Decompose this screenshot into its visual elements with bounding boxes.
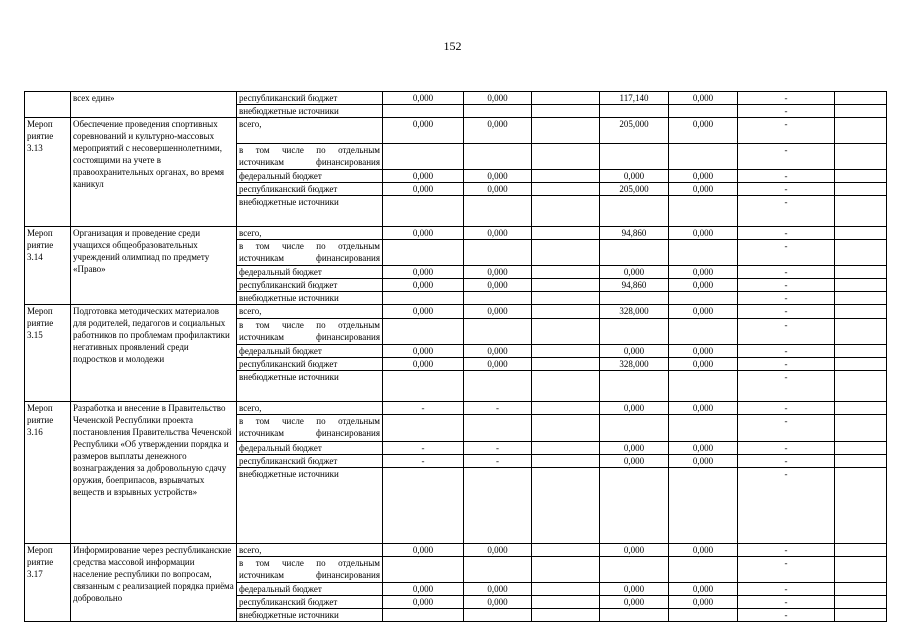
value-cell-2: 0,000 [464,170,532,183]
value-cell-1: 0,000 [383,358,464,371]
funding-source-cell: внебюджетные источники [237,609,383,622]
note-cell [835,266,887,279]
measure-description-cell: Информирование через республиканские средства массовой информации население республики по вопросам, связанным с реализацией порядка приёма добровольно [71,544,237,622]
status-cell: - [738,415,835,442]
funding-source-cell: республиканский бюджет [237,358,383,371]
value-cell-5: 0,000 [669,183,738,196]
value-cell-4: 0,000 [600,544,669,557]
funding-source-cell: всего, [237,118,383,144]
status-cell: - [738,227,835,240]
note-cell [835,455,887,468]
status-cell: - [738,544,835,557]
funding-source-cell: федеральный бюджет [237,170,383,183]
value-cell-3 [532,105,600,118]
value-cell-3 [532,170,600,183]
note-cell [835,92,887,105]
measure-label-cell: Мероп риятие 3.16 [25,402,71,544]
note-cell [835,468,887,544]
value-cell-1: 0,000 [383,170,464,183]
note-cell [835,358,887,371]
status-cell: - [738,402,835,415]
value-cell-1 [383,371,464,402]
value-cell-5: 0,000 [669,455,738,468]
value-cell-1: - [383,442,464,455]
value-cell-3 [532,442,600,455]
value-cell-3 [532,557,600,583]
table-row [25,402,887,415]
note-cell [835,371,887,402]
funding-source-cell: федеральный бюджет [237,583,383,596]
status-cell: - [738,319,835,345]
value-cell-4 [600,415,669,442]
funding-source-cell: в том числе по отдельным источникам финансирования [237,319,383,345]
value-cell-4 [600,371,669,402]
value-cell-3 [532,144,600,170]
value-cell-2: - [464,402,532,415]
value-cell-1 [383,240,464,266]
value-cell-3 [532,544,600,557]
value-cell-1: 0,000 [383,266,464,279]
value-cell-2 [464,292,532,305]
funding-source-cell: всего, [237,544,383,557]
value-cell-3 [532,227,600,240]
status-cell: - [738,345,835,358]
value-cell-2 [464,196,532,227]
value-cell-4 [600,468,669,544]
page-number: 152 [443,39,462,53]
status-cell: - [738,196,835,227]
value-cell-4 [600,292,669,305]
status-cell: - [738,609,835,622]
value-cell-1 [383,557,464,583]
measure-label-cell: Мероп риятие 3.17 [25,544,71,622]
value-cell-4 [600,319,669,345]
note-cell [835,557,887,583]
value-cell-5 [669,144,738,170]
value-cell-3 [532,279,600,292]
funding-source-cell: республиканский бюджет [237,183,383,196]
value-cell-5: 0,000 [669,402,738,415]
funding-source-cell: федеральный бюджет [237,442,383,455]
value-cell-2: 0,000 [464,596,532,609]
measure-description-cell: всех един» [71,92,237,118]
value-cell-3 [532,415,600,442]
value-cell-4 [600,609,669,622]
value-cell-3 [532,266,600,279]
value-cell-1 [383,609,464,622]
value-cell-4: 205,000 [600,183,669,196]
funding-source-cell: внебюджетные источники [237,196,383,227]
value-cell-4: 328,000 [600,305,669,319]
value-cell-3 [532,183,600,196]
value-cell-5: 0,000 [669,305,738,319]
note-cell [835,305,887,319]
value-cell-3 [532,345,600,358]
value-cell-2: 0,000 [464,345,532,358]
value-cell-4: 117,140 [600,92,669,105]
note-cell [835,596,887,609]
value-cell-3 [532,305,600,319]
funding-source-cell: всего, [237,402,383,415]
note-cell [835,170,887,183]
value-cell-2 [464,609,532,622]
value-cell-2: - [464,442,532,455]
value-cell-5: 0,000 [669,279,738,292]
value-cell-5: 0,000 [669,345,738,358]
note-cell [835,118,887,144]
value-cell-5: 0,000 [669,442,738,455]
status-cell: - [738,583,835,596]
value-cell-5: 0,000 [669,92,738,105]
note-cell [835,105,887,118]
value-cell-5 [669,319,738,345]
value-cell-4: 0,000 [600,583,669,596]
value-cell-2: 0,000 [464,227,532,240]
value-cell-1: 0,000 [383,227,464,240]
value-cell-1 [383,105,464,118]
value-cell-4: 0,000 [600,442,669,455]
value-cell-5 [669,415,738,442]
value-cell-4 [600,240,669,266]
value-cell-2 [464,105,532,118]
value-cell-2 [464,319,532,345]
table-row [25,118,887,144]
value-cell-4: 94,860 [600,279,669,292]
value-cell-2: 0,000 [464,279,532,292]
status-cell: - [738,455,835,468]
value-cell-4: 0,000 [600,596,669,609]
measure-description-cell: Разработка и внесение в Правительство Чеченской Республики проекта постановления Правительства Чеченской Республики «Об утверждении порядка и размеров выплаты денежного вознаграждения за добровольную сдачу оружия, боеприпасов, взрывчатых веществ и взрывных устройств» [71,402,237,544]
value-cell-3 [532,371,600,402]
funding-source-cell: республиканский бюджет [237,596,383,609]
value-cell-5 [669,468,738,544]
value-cell-2: 0,000 [464,266,532,279]
funding-source-cell: всего, [237,227,383,240]
value-cell-3 [532,583,600,596]
value-cell-2: 0,000 [464,583,532,596]
note-cell [835,415,887,442]
status-cell: - [738,105,835,118]
value-cell-2: 0,000 [464,183,532,196]
status-cell: - [738,183,835,196]
value-cell-5: 0,000 [669,596,738,609]
status-cell: - [738,170,835,183]
value-cell-1: - [383,402,464,415]
value-cell-2 [464,240,532,266]
status-cell: - [738,266,835,279]
note-cell [835,240,887,266]
value-cell-2 [464,371,532,402]
value-cell-4: 0,000 [600,455,669,468]
value-cell-4: 0,000 [600,266,669,279]
funding-source-cell: внебюджетные источники [237,468,383,544]
value-cell-4 [600,144,669,170]
value-cell-2: 0,000 [464,305,532,319]
note-cell [835,279,887,292]
funding-source-cell: внебюджетные источники [237,371,383,402]
value-cell-2: 0,000 [464,118,532,144]
note-cell [835,227,887,240]
value-cell-5: 0,000 [669,544,738,557]
status-cell: - [738,279,835,292]
value-cell-3 [532,319,600,345]
note-cell [835,402,887,415]
note-cell [835,144,887,170]
value-cell-3 [532,455,600,468]
table-row [25,544,887,557]
table-row [25,227,887,240]
funding-source-cell: внебюджетные источники [237,292,383,305]
table-row [25,305,887,319]
value-cell-4: 0,000 [600,345,669,358]
value-cell-2: 0,000 [464,92,532,105]
value-cell-3 [532,402,600,415]
note-cell [835,583,887,596]
measure-label-cell: Мероп риятие 3.15 [25,305,71,402]
note-cell [835,442,887,455]
value-cell-5: 0,000 [669,227,738,240]
measure-label-cell: Мероп риятие 3.14 [25,227,71,305]
value-cell-3 [532,118,600,144]
status-cell: - [738,358,835,371]
value-cell-5: 0,000 [669,118,738,144]
measure-description-cell: Организация и проведение среди учащихся общеобразовательных учреждений олимпиад по предмету «Право» [71,227,237,305]
value-cell-2 [464,468,532,544]
funding-source-cell: всего, [237,305,383,319]
funding-source-cell: в том числе по отдельным источникам финансирования [237,144,383,170]
value-cell-1 [383,144,464,170]
value-cell-2: 0,000 [464,544,532,557]
value-cell-4: 328,000 [600,358,669,371]
value-cell-2 [464,144,532,170]
value-cell-4 [600,196,669,227]
measure-description-cell: Подготовка методических материалов для родителей, педагогов и социальных работников по проблемам профилактики негативных проявлений среди подростков и молодежи [71,305,237,402]
value-cell-5 [669,557,738,583]
funding-source-cell: в том числе по отдельным источникам финансирования [237,240,383,266]
value-cell-4: 0,000 [600,402,669,415]
note-cell [835,196,887,227]
measure-label-cell [25,92,71,118]
measure-description-cell: Обеспечение проведения спортивных соревнований и культурно-массовых мероприятий с несовершеннолетними, состоящими на учете в правоохранительных органах, во время каникул [71,118,237,227]
note-cell [835,292,887,305]
status-cell: - [738,92,835,105]
value-cell-1: 0,000 [383,305,464,319]
status-cell: - [738,596,835,609]
value-cell-1: 0,000 [383,279,464,292]
value-cell-1 [383,319,464,345]
value-cell-2: 0,000 [464,358,532,371]
value-cell-3 [532,292,600,305]
value-cell-5: 0,000 [669,170,738,183]
value-cell-1 [383,415,464,442]
status-cell: - [738,468,835,544]
funding-source-cell: республиканский бюджет [237,455,383,468]
value-cell-5 [669,292,738,305]
value-cell-1 [383,196,464,227]
value-cell-5: 0,000 [669,266,738,279]
funding-source-cell: внебюджетные источники [237,105,383,118]
status-cell: - [738,118,835,144]
value-cell-2 [464,415,532,442]
funding-source-cell: в том числе по отдельным источникам финансирования [237,557,383,583]
value-cell-4: 0,000 [600,170,669,183]
value-cell-5 [669,240,738,266]
value-cell-4 [600,557,669,583]
value-cell-5: 0,000 [669,583,738,596]
funding-source-cell: республиканский бюджет [237,279,383,292]
value-cell-5 [669,196,738,227]
value-cell-1: 0,000 [383,345,464,358]
status-cell: - [738,240,835,266]
value-cell-2 [464,557,532,583]
funding-source-cell: федеральный бюджет [237,266,383,279]
value-cell-1: 0,000 [383,544,464,557]
value-cell-1 [383,292,464,305]
status-cell: - [738,371,835,402]
value-cell-1: 0,000 [383,92,464,105]
value-cell-5: 0,000 [669,358,738,371]
budget-table [24,91,887,622]
note-cell [835,544,887,557]
value-cell-3 [532,596,600,609]
note-cell [835,319,887,345]
status-cell: - [738,305,835,319]
status-cell: - [738,292,835,305]
value-cell-3 [532,358,600,371]
note-cell [835,609,887,622]
status-cell: - [738,557,835,583]
value-cell-4 [600,105,669,118]
value-cell-5 [669,609,738,622]
value-cell-3 [532,240,600,266]
value-cell-1: - [383,455,464,468]
note-cell [835,183,887,196]
measure-label-cell: Мероп риятие 3.13 [25,118,71,227]
value-cell-3 [532,468,600,544]
value-cell-5 [669,105,738,118]
value-cell-3 [532,609,600,622]
value-cell-4: 94,860 [600,227,669,240]
value-cell-1: 0,000 [383,596,464,609]
value-cell-5 [669,371,738,402]
funding-source-cell: федеральный бюджет [237,345,383,358]
value-cell-1: 0,000 [383,183,464,196]
value-cell-1: 0,000 [383,118,464,144]
funding-source-cell: республиканский бюджет [237,92,383,105]
value-cell-1: 0,000 [383,583,464,596]
value-cell-3 [532,196,600,227]
value-cell-3 [532,92,600,105]
value-cell-4: 205,000 [600,118,669,144]
value-cell-2: - [464,455,532,468]
table-row [25,92,887,105]
status-cell: - [738,144,835,170]
note-cell [835,345,887,358]
status-cell: - [738,442,835,455]
funding-source-cell: в том числе по отдельным источникам финансирования [237,415,383,442]
value-cell-1 [383,468,464,544]
